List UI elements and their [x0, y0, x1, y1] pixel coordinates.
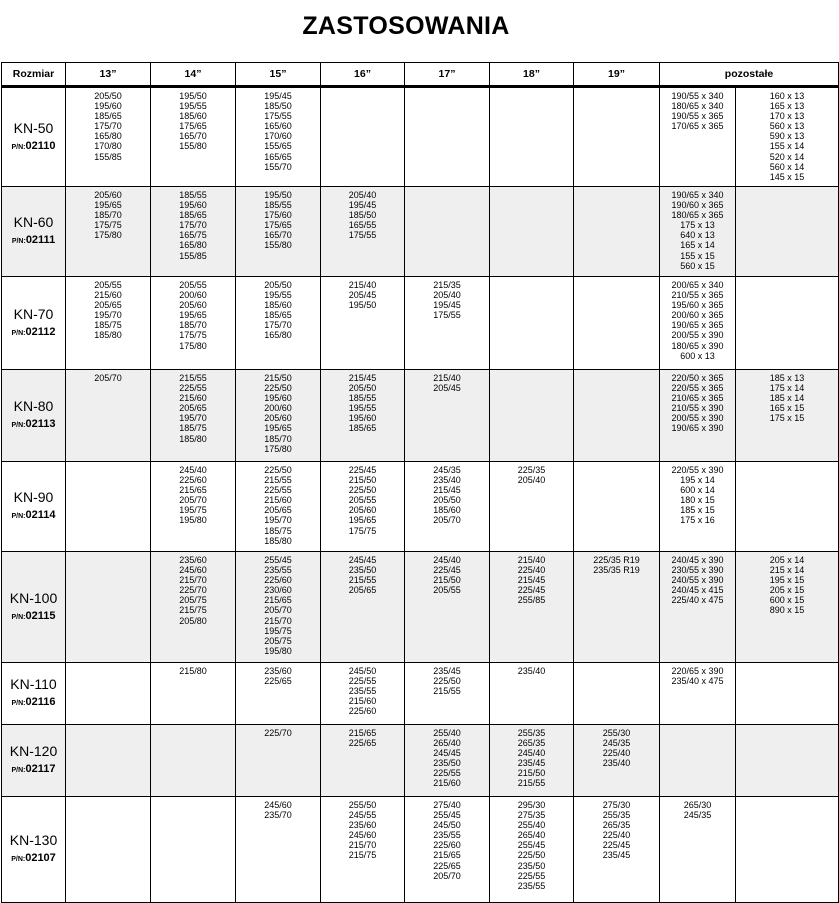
cell-r14 — [151, 187, 236, 277]
page-title: ZASTOSOWANIA — [302, 12, 510, 40]
tire-sizes: 215/40 205/45 195/50 — [348, 280, 377, 311]
cell-r16 — [321, 462, 405, 552]
cell-r15 — [236, 462, 321, 552]
tire-sizes: 240/45 x 390 230/55 x 390 240/55 x 390 240/45 x 415 225/40 x 475 — [671, 555, 724, 606]
tire-sizes — [151, 725, 235, 728]
tire-sizes: 235/60 225/65 — [264, 666, 292, 687]
part-number-value: 02115 — [25, 609, 56, 622]
header-other: pozostałe — [660, 63, 839, 87]
part-number-value: 02112 — [25, 325, 56, 338]
size-cell — [2, 725, 66, 797]
size-cell — [2, 187, 66, 277]
size-cell — [2, 87, 66, 187]
tire-sizes: 205/50 195/55 185/60 185/65 175/70 165/80 — [264, 280, 292, 341]
cell-r14 — [151, 370, 236, 462]
tire-sizes: 190/65 x 340 190/60 x 365 180/65 x 365 175 x 13 640 x 13 165 x 14 155 x 15 560 x 15 — [671, 190, 724, 271]
part-number — [2, 762, 65, 778]
cell-r13 — [66, 187, 151, 277]
cell-other1 — [660, 370, 736, 462]
tire-sizes: 225/45 215/50 225/50 205/55 205/60 195/65 175/75 — [348, 465, 377, 536]
header-19: 19” — [574, 63, 660, 87]
cell-other2 — [736, 187, 839, 277]
size-cell — [2, 277, 66, 370]
tire-sizes: 215/45 205/50 185/55 195/55 195/60 185/65 — [348, 373, 377, 434]
size-cell — [2, 462, 66, 552]
header-18: 18” — [490, 63, 574, 87]
cell-r18 — [490, 663, 574, 725]
tire-sizes: 245/40 225/45 215/50 205/55 — [433, 555, 461, 596]
cell-r13 — [66, 552, 151, 663]
cell-r13 — [66, 462, 151, 552]
header-17: 17” — [405, 63, 490, 87]
cell-r16 — [321, 797, 405, 903]
tire-sizes: 205/60 195/65 185/70 175/75 175/80 — [94, 190, 122, 241]
model-name: KN-110 — [10, 676, 57, 692]
cell-r13 — [66, 277, 151, 370]
tire-sizes — [574, 370, 659, 373]
cell-other1 — [660, 663, 736, 725]
cell-other2 — [736, 797, 839, 903]
cell-r14 — [151, 725, 236, 797]
tire-sizes: 245/45 235/50 215/55 205/65 — [348, 555, 377, 596]
tire-sizes: 275/40 255/45 245/50 235/55 225/60 215/65 225/65 205/70 — [433, 800, 461, 881]
cell-r15 — [236, 797, 321, 903]
cell-r19 — [574, 462, 660, 552]
tire-sizes — [490, 187, 573, 190]
tire-sizes: 185/55 195/60 185/65 175/70 165/75 165/80 155/85 — [179, 190, 207, 261]
cell-r15 — [236, 277, 321, 370]
cell-other1 — [660, 725, 736, 797]
size-cell — [2, 797, 66, 903]
tire-sizes: 235/60 245/60 215/70 225/70 205/75 215/75 205/80 — [179, 555, 207, 626]
tire-sizes: 205/70 — [94, 373, 122, 383]
cell-r18 — [490, 552, 574, 663]
cell-other1 — [660, 87, 736, 187]
cell-r19 — [574, 187, 660, 277]
tire-sizes — [574, 663, 659, 666]
cell-r18 — [490, 725, 574, 797]
part-number — [2, 851, 65, 867]
tire-sizes: 205/55 215/60 205/65 195/70 185/75 185/80 — [94, 280, 122, 341]
tire-sizes: 185 x 13 175 x 14 185 x 14 165 x 15 175 x 15 — [769, 373, 805, 424]
tire-sizes: 195/45 185/50 175/55 165/60 170/60 155/65 165/65 155/70 — [264, 91, 292, 172]
tire-sizes: 160 x 13 165 x 13 170 x 13 560 x 13 590 x 13 155 x 14 520 x 14 560 x 14 145 x 15 — [769, 91, 805, 182]
cell-other1 — [660, 187, 736, 277]
part-number-prefix: P/N: — [11, 613, 26, 621]
tire-sizes: 205/50 195/60 185/65 175/70 165/80 170/80 155/85 — [94, 91, 122, 162]
cell-other2 — [736, 462, 839, 552]
part-number-value: 02111 — [25, 234, 56, 246]
model-name: KN-70 — [13, 305, 54, 322]
part-number-value: 02117 — [25, 763, 56, 775]
cell-r19 — [574, 277, 660, 370]
cell-r16 — [321, 725, 405, 797]
cell-r16 — [321, 552, 405, 663]
part-number — [2, 508, 65, 524]
cell-r19 — [574, 552, 660, 663]
header-16: 16” — [321, 63, 405, 87]
cell-r17 — [405, 370, 490, 462]
part-number-prefix: P/N: — [11, 143, 26, 151]
cell-r19 — [574, 725, 660, 797]
cell-r17 — [405, 797, 490, 903]
tire-sizes: 215/55 225/55 215/60 205/65 195/70 185/75 185/80 — [179, 373, 207, 444]
tire-sizes: 225/70 — [264, 728, 292, 738]
cell-r14 — [151, 663, 236, 725]
tire-sizes: 255/50 245/55 235/60 245/60 215/70 215/75 — [348, 800, 377, 861]
cell-r14 — [151, 797, 236, 903]
tire-sizes — [736, 663, 838, 666]
tire-sizes — [736, 462, 838, 465]
tire-sizes — [490, 370, 573, 373]
table-row — [2, 797, 839, 903]
tire-sizes: 220/50 x 365 220/55 x 365 210/65 x 365 210/55 x 390 200/55 x 390 190/65 x 390 — [671, 373, 724, 434]
tire-sizes: 215/50 225/50 195/60 200/60 205/60 195/65 185/70 175/80 — [264, 373, 292, 454]
model-name: KN-60 — [13, 214, 54, 230]
tire-sizes: 200/65 x 340 210/55 x 365 195/60 x 365 200/60 x 365 190/65 x 365 200/55 x 390 180/65 x 390 600 x 13 — [671, 280, 724, 361]
header-13: 13” — [66, 63, 151, 87]
tire-sizes: 245/40 225/60 215/65 205/70 195/75 195/80 — [179, 465, 207, 526]
tire-sizes: 245/50 225/55 235/55 215/60 225/60 — [348, 666, 377, 717]
part-number — [2, 139, 65, 155]
cell-r17 — [405, 725, 490, 797]
cell-r19 — [574, 663, 660, 725]
cell-r13 — [66, 725, 151, 797]
table-header-row — [2, 63, 839, 87]
tire-sizes: 205 x 14 215 x 14 195 x 15 205 x 15 600 x 15 890 x 15 — [769, 555, 805, 616]
cell-r14 — [151, 552, 236, 663]
tire-sizes: 235/45 225/50 215/55 — [433, 666, 461, 697]
tire-sizes — [405, 88, 489, 91]
tire-sizes: 255/40 265/40 245/45 235/50 225/55 215/60 — [433, 728, 461, 789]
cell-other2 — [736, 277, 839, 370]
cell-r18 — [490, 187, 574, 277]
cell-r13 — [66, 87, 151, 187]
cell-r17 — [405, 663, 490, 725]
cell-r13 — [66, 370, 151, 462]
tire-sizes — [66, 663, 150, 666]
tire-sizes — [66, 797, 150, 800]
cell-r15 — [236, 725, 321, 797]
tire-sizes — [405, 187, 489, 190]
tire-sizes — [321, 88, 404, 91]
header-size: Rozmiar — [2, 63, 66, 87]
tire-sizes: 225/35 R19 235/35 R19 — [593, 555, 640, 576]
tire-sizes — [490, 88, 573, 91]
tire-sizes: 215/65 225/65 — [348, 728, 377, 749]
header-14: 14” — [151, 63, 236, 87]
cell-other2 — [736, 87, 839, 187]
tire-sizes: 190/55 x 340 180/65 x 340 190/55 x 365 170/65 x 365 — [671, 91, 724, 132]
cell-r14 — [151, 462, 236, 552]
tire-sizes: 235/40 — [517, 666, 546, 676]
cell-r18 — [490, 462, 574, 552]
tire-sizes: 220/65 x 390 235/40 x 475 — [671, 666, 724, 687]
tire-sizes: 215/35 205/40 195/45 175/55 — [433, 280, 461, 321]
cell-r17 — [405, 187, 490, 277]
cell-r15 — [236, 87, 321, 187]
cell-other2 — [736, 370, 839, 462]
cell-r17 — [405, 277, 490, 370]
size-cell — [2, 370, 66, 462]
part-number — [2, 695, 65, 711]
part-number-value: 02113 — [25, 418, 56, 430]
tire-sizes: 245/60 235/70 — [264, 800, 292, 821]
cell-other2 — [736, 552, 839, 663]
cell-r18 — [490, 277, 574, 370]
tire-sizes — [736, 277, 838, 280]
tire-sizes: 215/40 205/45 — [433, 373, 461, 394]
table-row — [2, 725, 839, 797]
tire-sizes — [151, 797, 235, 800]
cell-r16 — [321, 87, 405, 187]
part-number-prefix: P/N: — [11, 238, 26, 245]
table-row — [2, 187, 839, 277]
cell-r13 — [66, 663, 151, 725]
cell-r19 — [574, 87, 660, 187]
tire-sizes: 245/35 235/40 215/45 205/50 185/60 205/70 — [433, 465, 461, 526]
tire-sizes: 195/50 195/55 185/60 175/65 165/70 155/80 — [179, 91, 207, 152]
part-number-prefix: P/N: — [11, 329, 26, 337]
applications-table — [1, 62, 839, 903]
tire-sizes: 255/30 245/35 225/40 235/40 — [602, 728, 631, 769]
model-name: KN-90 — [13, 489, 54, 505]
tire-sizes: 255/45 235/55 225/60 230/60 215/65 205/70 215/70 195/75 205/75 195/80 — [264, 555, 292, 656]
model-name: KN-50 — [13, 119, 54, 136]
cell-r17 — [405, 87, 490, 187]
part-number — [2, 325, 65, 341]
size-cell — [2, 552, 66, 663]
tire-sizes — [66, 725, 150, 728]
table-row — [2, 87, 839, 187]
cell-r15 — [236, 663, 321, 725]
tire-sizes: 275/30 255/35 265/35 225/40 225/45 235/45 — [602, 800, 631, 861]
cell-r15 — [236, 187, 321, 277]
cell-r13 — [66, 797, 151, 903]
part-number — [2, 233, 65, 249]
model-name: KN-100 — [9, 589, 58, 606]
model-name: KN-130 — [9, 832, 58, 848]
part-number-prefix: P/N: — [11, 856, 26, 863]
tire-sizes — [736, 187, 838, 190]
tire-sizes — [490, 277, 573, 280]
table-row — [2, 277, 839, 370]
cell-r18 — [490, 87, 574, 187]
cell-r16 — [321, 187, 405, 277]
tire-sizes: 205/55 200/60 205/60 195/65 185/70 175/75 175/80 — [179, 280, 207, 351]
part-number — [2, 417, 65, 433]
tire-sizes: 205/40 195/45 185/50 165/55 175/55 — [348, 190, 377, 241]
model-name: KN-80 — [13, 398, 54, 414]
table-row — [2, 370, 839, 462]
tire-sizes: 255/35 265/35 245/40 235/45 215/50 215/55 — [517, 728, 546, 789]
tire-sizes: 215/80 — [179, 666, 207, 676]
cell-other2 — [736, 725, 839, 797]
cell-other2 — [736, 663, 839, 725]
cell-r17 — [405, 462, 490, 552]
tire-sizes: 225/35 205/40 — [517, 465, 546, 486]
header-15: 15” — [236, 63, 321, 87]
cell-r15 — [236, 552, 321, 663]
part-number — [2, 609, 65, 625]
tire-sizes — [736, 797, 838, 800]
part-number-prefix: P/N: — [11, 513, 26, 520]
part-number-prefix: P/N: — [11, 700, 26, 707]
table-row — [2, 663, 839, 725]
cell-r18 — [490, 370, 574, 462]
tire-sizes: 195/50 185/55 175/60 175/65 165/70 155/80 — [264, 190, 292, 251]
cell-other1 — [660, 462, 736, 552]
cell-r16 — [321, 277, 405, 370]
tire-sizes: 225/50 215/55 225/55 215/60 205/65 195/70 185/75 185/80 — [264, 465, 292, 546]
cell-r16 — [321, 370, 405, 462]
part-number-value: 02110 — [25, 139, 56, 152]
tire-sizes — [574, 462, 659, 465]
part-number-value: 02114 — [25, 509, 56, 521]
table-row — [2, 462, 839, 552]
tire-sizes: 215/40 225/40 215/45 225/45 255/85 — [517, 555, 546, 606]
tire-sizes: 220/55 x 390 195 x 14 600 x 14 180 x 15 185 x 15 175 x 16 — [671, 465, 724, 526]
tire-sizes — [574, 88, 659, 91]
cell-r15 — [236, 370, 321, 462]
tire-sizes — [66, 552, 150, 555]
cell-r14 — [151, 87, 236, 187]
cell-other1 — [660, 552, 736, 663]
tire-sizes — [736, 725, 838, 728]
size-cell — [2, 663, 66, 725]
cell-r16 — [321, 663, 405, 725]
model-name: KN-120 — [9, 743, 58, 759]
cell-other1 — [660, 277, 736, 370]
table-row — [2, 552, 839, 663]
part-number-value: 02116 — [25, 696, 56, 708]
cell-r18 — [490, 797, 574, 903]
part-number-prefix: P/N: — [11, 422, 26, 429]
cell-r17 — [405, 552, 490, 663]
tire-sizes — [574, 187, 659, 190]
tire-sizes — [66, 462, 150, 465]
tire-sizes: 265/30 245/35 — [683, 800, 712, 821]
tire-sizes — [574, 277, 659, 280]
cell-r19 — [574, 370, 660, 462]
cell-other1 — [660, 797, 736, 903]
cell-r14 — [151, 277, 236, 370]
part-number-prefix: P/N: — [11, 767, 26, 774]
cell-r19 — [574, 797, 660, 903]
tire-sizes: 295/30 275/35 255/40 265/40 255/45 225/50 235/50 225/55 235/55 — [517, 800, 546, 891]
tire-sizes — [660, 725, 735, 728]
part-number-value: 02107 — [25, 852, 56, 864]
